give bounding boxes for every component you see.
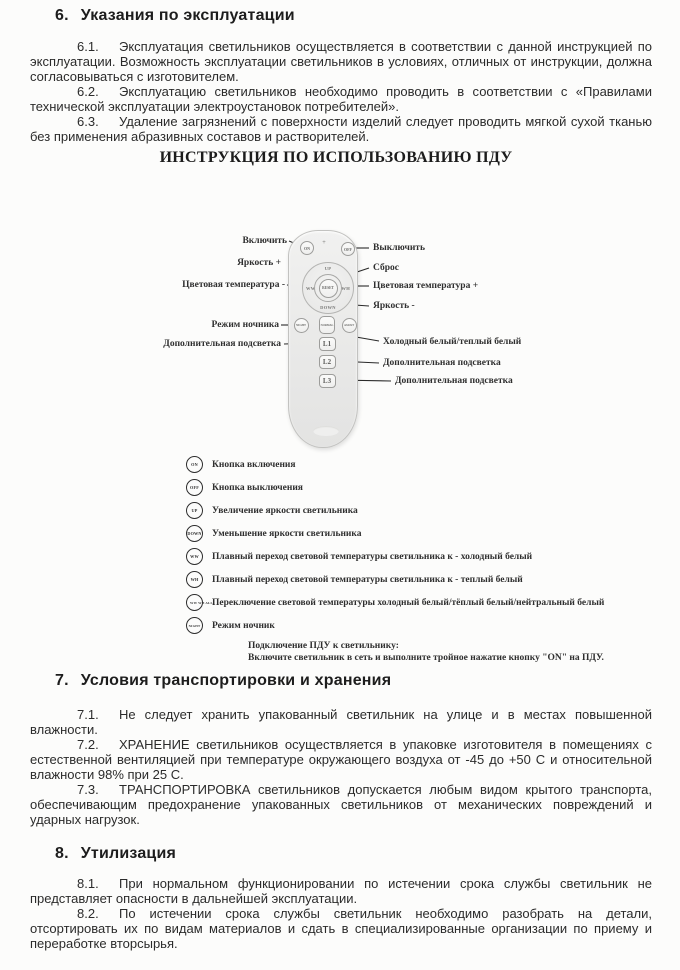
off-button-icon: OFF — [186, 479, 203, 496]
section-8-paragraphs — [30, 876, 652, 951]
legend-text-ww: Плавный переход световой температуры светильника к - холодный белый — [212, 551, 533, 562]
label-aux-light-l3: Дополнительная подсветка — [395, 376, 513, 386]
paragraph-6-1-number: 6.1. — [77, 39, 99, 54]
paragraph-7-1 — [30, 707, 652, 737]
paragraph-6-2 — [30, 84, 652, 114]
legend-row-off — [186, 479, 604, 496]
legend-text-night: Режим ночник — [212, 620, 275, 631]
remote-ww-button: WW — [306, 286, 316, 291]
remote-up-button: UP — [324, 266, 332, 271]
label-brightness-minus: Яркость - — [373, 301, 415, 311]
paragraph-7-1-number: 7.1. — [77, 707, 99, 722]
paragraph-6-1 — [30, 39, 652, 84]
legend-text-down: Уменьшение яркости светильника — [212, 528, 362, 539]
section-8-number: 8. — [55, 845, 69, 862]
paragraph-8-1 — [30, 876, 652, 906]
label-power-on: Включить — [242, 236, 287, 246]
section-6-number: 6. — [55, 7, 69, 24]
remote-reset-button: RESET — [319, 279, 338, 298]
remote-normal-button: NORMAL — [319, 316, 335, 334]
wh-button-icon: WH — [186, 571, 203, 588]
paragraph-6-2-text: Эксплуатацию светильников необходимо проводить в соответствии с «Правилами технической эксплуатации электроустановок потребителей». — [30, 84, 652, 114]
legend-row-wh — [186, 571, 604, 588]
remote-nav-pad — [302, 262, 354, 314]
paragraph-8-2-text: По истечении срока службы светильник необходимо разобрать на детали, отсортировать их по видам материалов и сдать в специализированные организации по приему и переработке вторсырья. — [30, 906, 652, 951]
remote-assist-button: ASSIST — [342, 318, 357, 333]
paragraph-6-2-number: 6.2. — [77, 84, 99, 99]
section-7-heading — [55, 672, 391, 690]
note-line-1: Подключение ПДУ к светильнику: — [248, 641, 399, 651]
section-7-number: 7. — [55, 672, 69, 689]
section-8-title: Утилизация — [80, 845, 177, 862]
paragraph-7-3-number: 7.3. — [77, 782, 99, 797]
legend-text-ww-wh-all: Переключение световой температуры холодный белый/тёплый белый/нейтральный белый — [212, 597, 605, 608]
on-button-icon: ON — [186, 456, 203, 473]
down-button-icon: DOWN — [186, 525, 203, 542]
section-7-title: Условия транспортировки и хранения — [80, 672, 392, 689]
section-6-paragraphs — [30, 39, 652, 144]
remote-l1-button: L1 — [319, 337, 336, 351]
remote-led-dot: + — [322, 240, 326, 246]
paragraph-7-2-number: 7.2. — [77, 737, 99, 752]
label-aux-light-l2: Дополнительная подсветка — [383, 358, 501, 368]
remote-off-button: OFF — [341, 242, 355, 256]
remote-diagram — [0, 168, 680, 458]
remote-on-button: ON — [300, 241, 314, 255]
legend-row-ww-wh-all — [186, 594, 604, 611]
ww-wh-all-button-icon — [186, 594, 213, 611]
ww-wh-all-icon-text: WW WH ALL — [190, 600, 213, 605]
label-power-off: Выключить — [373, 243, 425, 253]
legend-text-up: Увеличение яркости светильника — [212, 505, 358, 516]
legend-row-up — [186, 502, 604, 519]
label-reset: Сброс — [373, 263, 399, 273]
remote-wh-button: WH — [341, 286, 350, 291]
legend-row-night — [186, 617, 604, 634]
remote-reset-ring — [314, 274, 342, 302]
remote-body — [288, 230, 358, 448]
paragraph-6-1-text: Эксплуатация светильников осуществляется в соответствии с данной инструкцией по эксплуатации. Возможность эксплуатации светильников в условиях, отличных от инструкции, должна согласовываться с изготовителем. — [30, 39, 652, 84]
remote-down-button: DOWN — [320, 305, 336, 310]
legend-row-on — [186, 456, 604, 473]
legend-text-wh: Плавный переход световой температуры светильника к - теплый белый — [212, 574, 523, 585]
section-6-title: Указания по эксплуатации — [80, 7, 295, 24]
section-8-heading — [55, 845, 176, 863]
paragraph-6-3-number: 6.3. — [77, 114, 99, 129]
label-color-temp-plus: Цветовая температура + — [373, 281, 479, 291]
remote-night-button: NIGHT — [294, 318, 309, 333]
paragraph-8-1-number: 8.1. — [77, 876, 99, 891]
paragraph-8-1-text: При нормальном функционировании по истечении срока службы светильник не представляет опасности в дальнейшей эксплуатации. — [30, 876, 652, 906]
paragraph-7-1-text: Не следует хранить упакованный светильник на улице и в местах повышенной влажности. — [30, 707, 652, 737]
label-cold-warm-white: Холодный белый/теплый белый — [383, 337, 522, 347]
label-aux-light-l1: Дополнительная подсветка — [163, 339, 281, 349]
legend-row-down — [186, 525, 604, 542]
remote-l3-button: L3 — [319, 374, 336, 388]
paragraph-7-2-text: ХРАНЕНИЕ светильников осуществляется в упаковке изготовителя в помещениях с естественной вентиляцией при температуре окружающего воздуха от -45 до +50 С и относительной влажности 98% при 25 С. — [30, 737, 652, 782]
legend-text-on: Кнопка включения — [212, 459, 296, 470]
night-button-icon: NIGHT — [186, 617, 203, 634]
label-brightness-plus: Яркость + — [237, 258, 281, 268]
section-6-heading — [55, 7, 295, 25]
note-line-2: Включите светильник в сеть и выполните тройное нажатие кнопку "ON" на ПДУ. — [248, 652, 604, 663]
paragraph-7-3-text: ТРАНСПОРТИРОВКА светильников допускается любым видом крытого транспорта, обеспечивающим предохранение упакованных светильников от механических повреждений и ударных нагрузок. — [30, 782, 652, 827]
remote-bottom-detail — [313, 426, 339, 436]
paragraph-8-2-number: 8.2. — [77, 906, 99, 921]
legend-row-ww — [186, 548, 604, 565]
paragraph-7-2 — [30, 737, 652, 782]
pdu-instruction-heading: ИНСТРУКЦИЯ ПО ИСПОЛЬЗОВАНИЮ ПДУ — [159, 149, 513, 166]
paragraph-6-3-text: Удаление загрязнений с поверхности изделий следует проводить мягкой сухой тканью без применения абразивных составов и растворителей. — [30, 114, 652, 144]
label-color-temp-minus: Цветовая температура - — [182, 280, 285, 290]
paragraph-7-3 — [30, 782, 652, 827]
pdu-connection-note — [248, 641, 604, 664]
ww-button-icon: WW — [186, 548, 203, 565]
paragraph-8-2 — [30, 906, 652, 951]
section-7-paragraphs — [30, 707, 652, 827]
legend-text-off: Кнопка выключения — [212, 482, 303, 493]
button-legend — [186, 456, 604, 640]
up-button-icon: UP — [186, 502, 203, 519]
paragraph-6-3 — [30, 114, 652, 144]
label-night-mode: Режим ночника — [211, 320, 279, 330]
remote-l2-button: L2 — [319, 355, 336, 369]
